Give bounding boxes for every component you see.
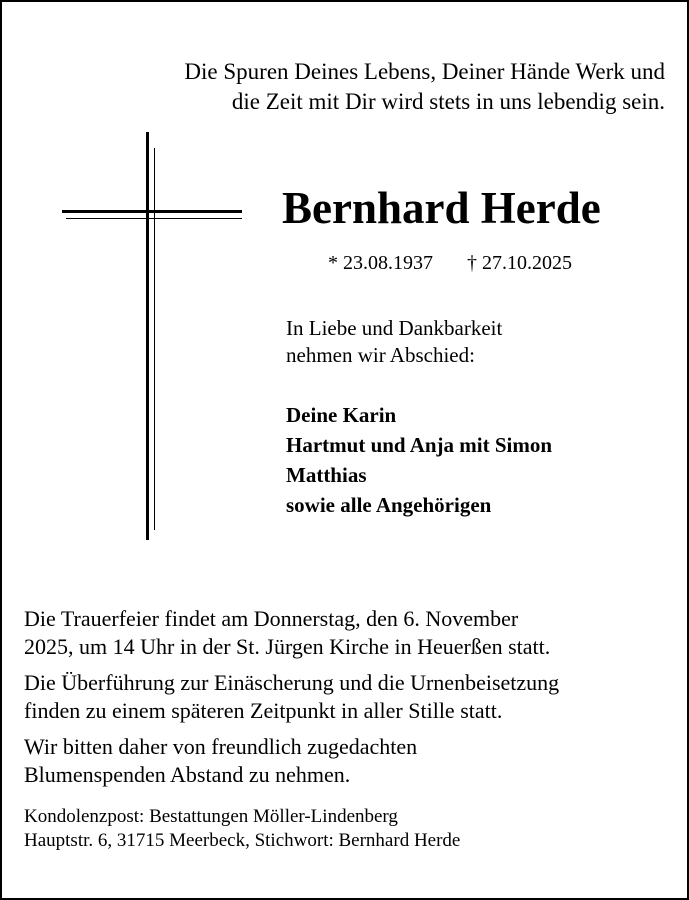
verse-line: die Zeit mit Dir wird stets in uns lebendig sein. <box>231 89 665 114</box>
flowers-line: Wir bitten daher von freundlich zugedachten <box>24 734 418 759</box>
contact-line: Hauptstr. 6, 31715 Meerbeck, Stichwort: Bernhard Herde <box>24 830 461 851</box>
farewell-text <box>286 315 502 369</box>
farewell-line: In Liebe und Dankbarkeit <box>286 316 503 340</box>
deceased-name: Bernhard Herde <box>282 183 601 233</box>
burial-line: finden zu einem späteren Zeitpunkt in aller Stille statt. <box>24 698 503 723</box>
verse-line: Die Spuren Deines Lebens, Deiner Hände Werk und <box>184 59 665 84</box>
ceremony-information <box>24 605 559 789</box>
cross-vertical-thin-bar <box>154 148 155 530</box>
cross-vertical-bar <box>146 132 149 540</box>
mourner-entry: Hartmut und Anja mit Simon <box>286 433 553 457</box>
cross-horizontal-thin-bar <box>66 218 242 219</box>
memorial-verse <box>184 57 665 117</box>
burial-line: Die Überführung zur Einäscherung und die Urnenbeisetzung <box>24 670 560 695</box>
mourner-entry: Deine Karin <box>286 403 397 427</box>
flowers-paragraph <box>24 733 559 789</box>
mourner-entry: Matthias <box>286 463 367 487</box>
death-date: † 27.10.2025 <box>467 252 572 274</box>
burial-paragraph <box>24 669 559 725</box>
contact-line: Kondolenzpost: Bestattungen Möller-Lindenberg <box>24 806 398 827</box>
ceremony-line: Die Trauerfeier findet am Donnerstag, den 6. November <box>24 606 519 631</box>
condolence-contact <box>24 805 460 853</box>
birth-date: * 23.08.1937 <box>328 252 433 274</box>
flowers-line: Blumenspenden Abstand zu nehmen. <box>24 762 351 787</box>
life-dates <box>328 250 572 276</box>
farewell-line: nehmen wir Abschied: <box>286 343 475 367</box>
cross-horizontal-bar <box>62 210 242 213</box>
ceremony-paragraph <box>24 605 559 661</box>
ceremony-line: 2025, um 14 Uhr in der St. Jürgen Kirche in Heuerßen statt. <box>24 634 551 659</box>
mourners-list <box>286 400 552 520</box>
mourner-entry: sowie alle Angehörigen <box>286 493 492 517</box>
